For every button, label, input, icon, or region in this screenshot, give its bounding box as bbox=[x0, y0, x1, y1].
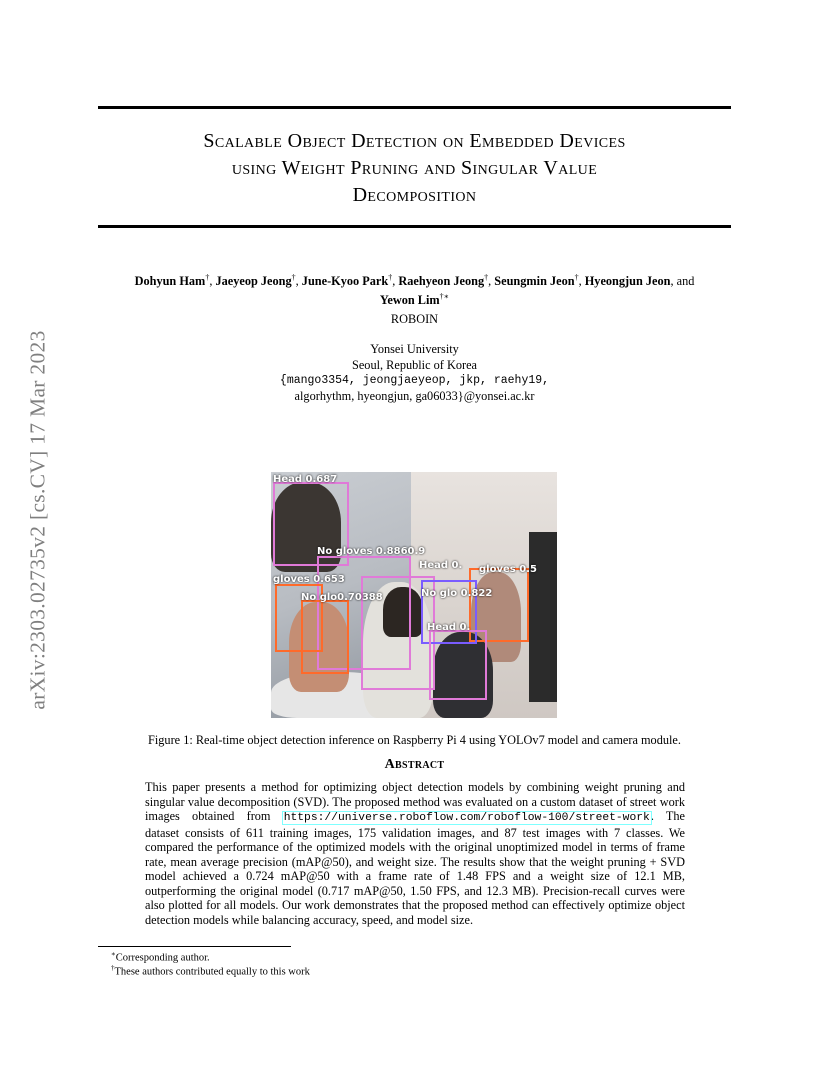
author-mark: † bbox=[291, 273, 296, 282]
arxiv-identifier: arXiv:2303.02735v2 [cs.CV] 17 Mar 2023 bbox=[25, 330, 50, 710]
emails-line-2: algorhythm, hyeongjun, ga06033}@yonsei.ac.kr bbox=[294, 388, 535, 403]
figure-caption: Figure 1: Real-time object detection inference on Raspberry Pi 4 using YOLOv7 model and camera module. bbox=[148, 733, 681, 747]
detection-figure bbox=[271, 472, 557, 718]
bbox-head-3 bbox=[429, 630, 487, 700]
detection-label: No glo0.70388 bbox=[301, 592, 383, 603]
location: Seoul, Republic of Korea bbox=[352, 357, 477, 372]
title-rule-top bbox=[98, 106, 731, 109]
detection-label: gloves 0.653 bbox=[273, 574, 345, 585]
footnote-2 bbox=[111, 964, 310, 978]
detection-label: Head 0. bbox=[419, 560, 463, 571]
author-list: Dohyun Ham†, Jaeyeop Jeong†, June-Kyoo Park†, Raehyeon Jeong†, Seungmin Jeon†, Hyeongjun Jeon, and Yewon Lim†∗ bbox=[134, 273, 695, 308]
footnote-text: These authors contributed equally to this work bbox=[114, 966, 310, 978]
footnote-mark: † bbox=[111, 964, 115, 972]
emails-line-1: {mango3354, jeongjaeyeop, jkp, raehy19, bbox=[279, 374, 550, 387]
author-conjunction: and bbox=[676, 274, 695, 289]
author-mark: † bbox=[205, 273, 210, 282]
title-line-2: using Weight Pruning and Singular Value bbox=[231, 157, 598, 179]
arxiv-sidebar bbox=[8, 270, 68, 770]
title-rule-bottom bbox=[98, 225, 731, 228]
title-line-3: Decomposition bbox=[352, 184, 477, 206]
dataset-link[interactable]: https://universe.roboflow.com/roboflow-100/street-work bbox=[283, 812, 650, 824]
terminal-window bbox=[529, 532, 557, 702]
author-name: Raehyeon Jeong bbox=[398, 274, 485, 289]
author-mark: †∗ bbox=[439, 292, 450, 302]
detection-label: No gloves 0.8860.9 bbox=[317, 546, 426, 557]
author-name: Hyeongjun Jeon bbox=[584, 274, 671, 289]
detection-label: gloves 0.5 bbox=[479, 564, 537, 575]
affiliation-address bbox=[98, 342, 731, 404]
author-mark: † bbox=[484, 273, 489, 282]
abstract-text-1: This paper presents a method for optimizing object detection models by combining weight pruning and singular value decomposition (SVD). The proposed method was evaluated on a custom dataset of street work images obtained from bbox=[145, 780, 685, 823]
organization: ROBOIN bbox=[390, 312, 439, 326]
footnote-mark: ∗ bbox=[111, 950, 116, 958]
author-name: Yewon Lim bbox=[379, 293, 440, 308]
author-name: Dohyun Ham bbox=[134, 274, 206, 289]
title-line-1: Scalable Object Detection on Embedded Devices bbox=[203, 130, 626, 152]
footnote-text: Corresponding author. bbox=[115, 952, 210, 964]
author-name: Seungmin Jeon bbox=[494, 274, 575, 289]
detection-label: No glo 0.822 bbox=[421, 588, 493, 599]
abstract-heading: Abstract bbox=[384, 757, 445, 772]
footnote-rule bbox=[98, 946, 291, 947]
detection-label: Head 0.687 bbox=[273, 474, 338, 485]
paper-title bbox=[98, 128, 731, 209]
author-name: June-Kyoo Park bbox=[301, 274, 389, 289]
university: Yonsei University bbox=[370, 342, 459, 356]
author-name: Jaeyeop Jeong bbox=[215, 274, 292, 289]
bbox-no-gloves-2 bbox=[301, 600, 349, 674]
detection-label: Head 0. bbox=[427, 622, 471, 633]
abstract-text-2: . The dataset consists of 611 training images, 175 validation images, and 87 test images with 7 classes. We compared the performance of the optimized models with the original unoptimized model in terms of frame rate, mean average precision (mAP@50), and weight size. The results show that the weight pruning + SVD model achieved a 0.724 mAP@50 with a frame rate of 1.48 FPS and a weight size of 12.1 MB, outperforming the original model (0.717 mAP@50, 1.50 FPS, and 12.3 MB). Precision-recall curves were also plotted for all models. Our work demonstrates that the proposed method can effectively optimize object detection models while balancing accuracy, speed, and model size. bbox=[145, 809, 685, 927]
author-mark: † bbox=[388, 273, 393, 282]
footnote-1 bbox=[111, 950, 210, 964]
author-mark: † bbox=[574, 273, 579, 282]
abstract-body bbox=[145, 780, 685, 927]
